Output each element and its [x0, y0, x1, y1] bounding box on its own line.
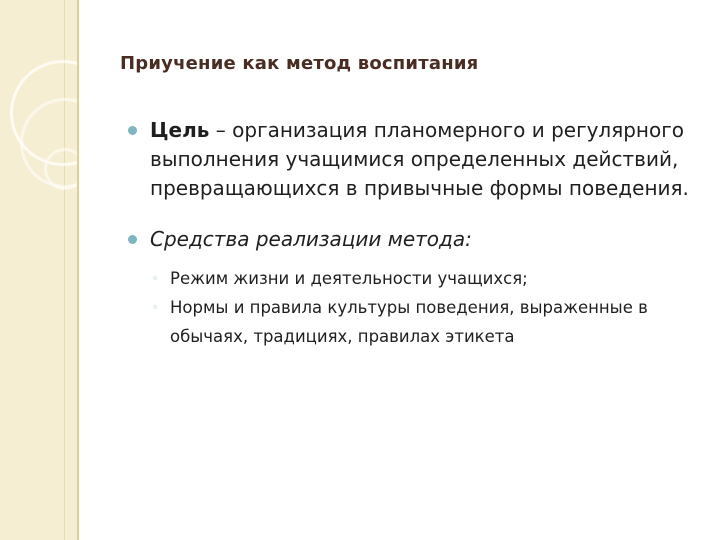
goal-text: – организация планомерного и регулярного выполнения учащимися определенных действий, превращающихся в привычные формы поведения.	[150, 118, 689, 200]
bullet-icon	[128, 126, 137, 135]
list-item-text: Режим жизни и деятельности учащихся;	[170, 269, 528, 288]
ring-bullet-icon: ◦	[152, 272, 159, 285]
bullet-icon	[128, 235, 137, 244]
means-heading: Средства реализации метода:	[150, 227, 472, 251]
slide-content	[130, 116, 690, 351]
means-sublist	[150, 264, 690, 351]
goal-term: Цель	[150, 118, 210, 142]
decorative-sidebar	[0, 0, 79, 540]
list-item	[150, 264, 690, 293]
goal-item	[130, 116, 690, 203]
means-item	[130, 225, 690, 351]
decorative-ring	[44, 148, 79, 190]
list-item	[150, 293, 690, 351]
slide-title: Приучение как метод воспитания	[120, 53, 479, 74]
ring-bullet-icon: ◦	[152, 301, 159, 314]
list-item-text: Нормы и правила культуры поведения, выраженные в обычаях, традициях, правилах этикета	[170, 298, 648, 346]
